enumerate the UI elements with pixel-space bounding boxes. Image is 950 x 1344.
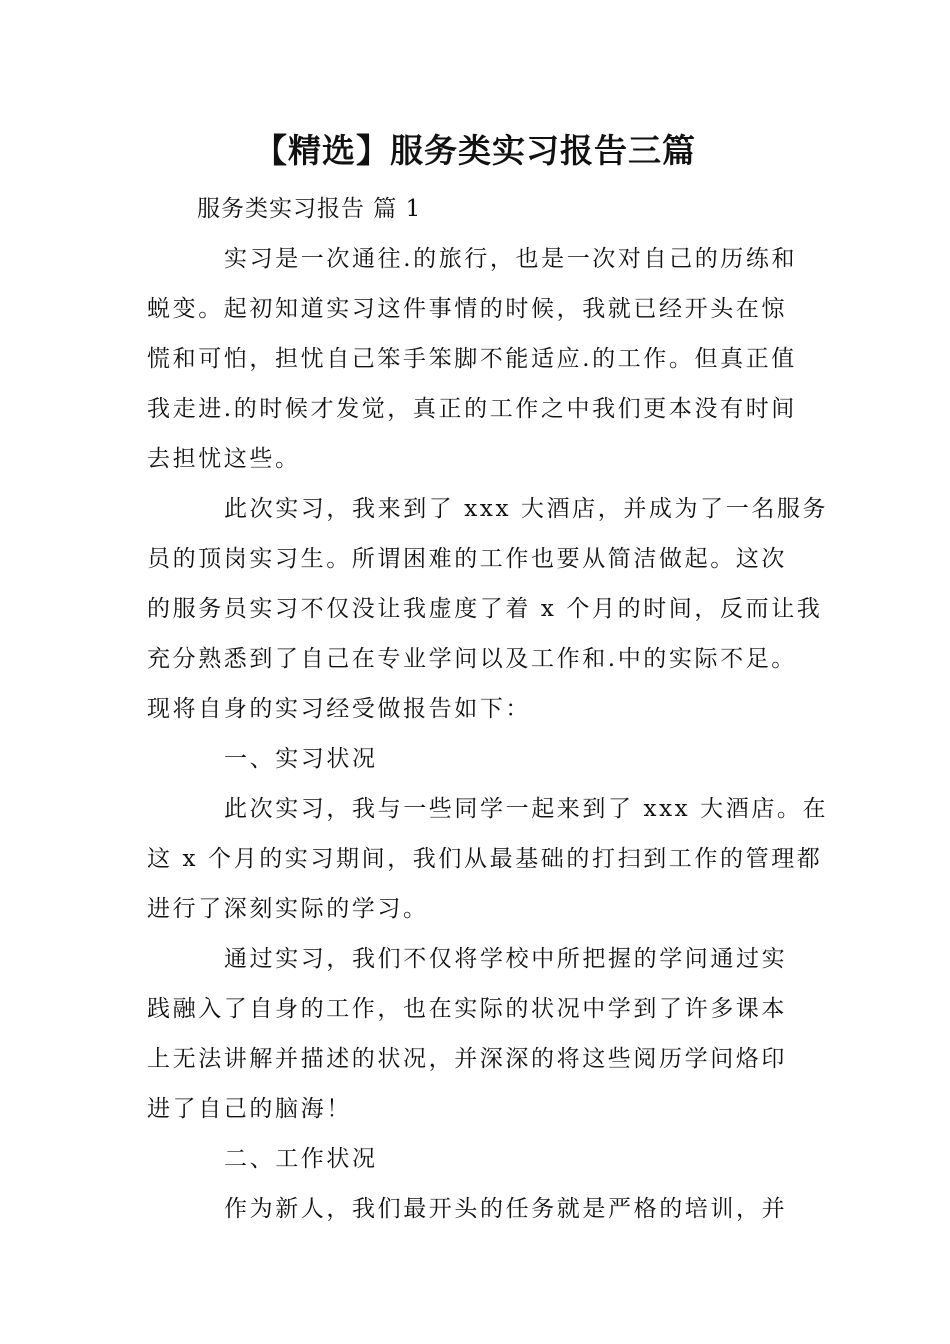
paragraph-line: 进行了深刻实际的学习。	[147, 896, 429, 922]
document-body	[147, 184, 829, 1234]
paragraph-line: 蜕变。起初知道实习这件事情的时候，我就已经开头在惊	[147, 296, 787, 322]
paragraph-line: 慌和可怕，担忧自己笨手笨脚不能适应.的工作。但真正值	[147, 346, 797, 372]
paragraph-line: 上无法讲解并描述的状况，并深深的将这些阅历学问烙印	[147, 1046, 787, 1072]
paragraph-line: 实习是一次通往.的旅行，也是一次对自己的历练和	[224, 246, 798, 272]
paragraph-line: 此次实习，我与一些同学一起来到了 xxx 大酒店。在	[224, 796, 829, 822]
paragraph-line: 的服务员实习不仅没让我虚度了着 x 个月的时间，反而让我	[147, 596, 823, 622]
paragraph-line: 通过实习，我们不仅将学校中所把握的学问通过实	[224, 946, 788, 972]
paragraph-line: 去担忧这些。	[147, 446, 301, 472]
paragraph-line: 充分熟悉到了自己在专业学问以及工作和.中的实际不足。	[147, 646, 797, 672]
paragraph-line: 现将自身的实习经受做报告如下：	[147, 696, 531, 722]
paragraph-line: 进了自己的脑海！	[147, 1096, 352, 1122]
paragraph-line: 这 x 个月的实习期间，我们从最基础的打扫到工作的管理都	[147, 846, 823, 872]
paragraph-line: 践融入了自身的工作，也在实际的状况中学到了许多课本	[147, 996, 787, 1022]
paragraph-line: 作为新人，我们最开头的任务就是严格的培训，并	[224, 1196, 788, 1222]
section-heading: 二、工作状况	[224, 1146, 378, 1172]
paragraph-line: 此次实习，我来到了 xxx 大酒店，并成为了一名服务	[224, 496, 829, 522]
paragraph-line: 我走进.的时候才发觉，真正的工作之中我们更本没有时间	[147, 396, 797, 422]
paragraph-line: 员的顶岗实习生。所谓困难的工作也要从简洁做起。这次	[147, 546, 787, 572]
document-title: 【精选】服务类实习报告三篇	[254, 131, 696, 170]
report-subtitle: 服务类实习报告 篇 1	[197, 196, 422, 222]
section-heading: 一、实习状况	[224, 746, 378, 772]
